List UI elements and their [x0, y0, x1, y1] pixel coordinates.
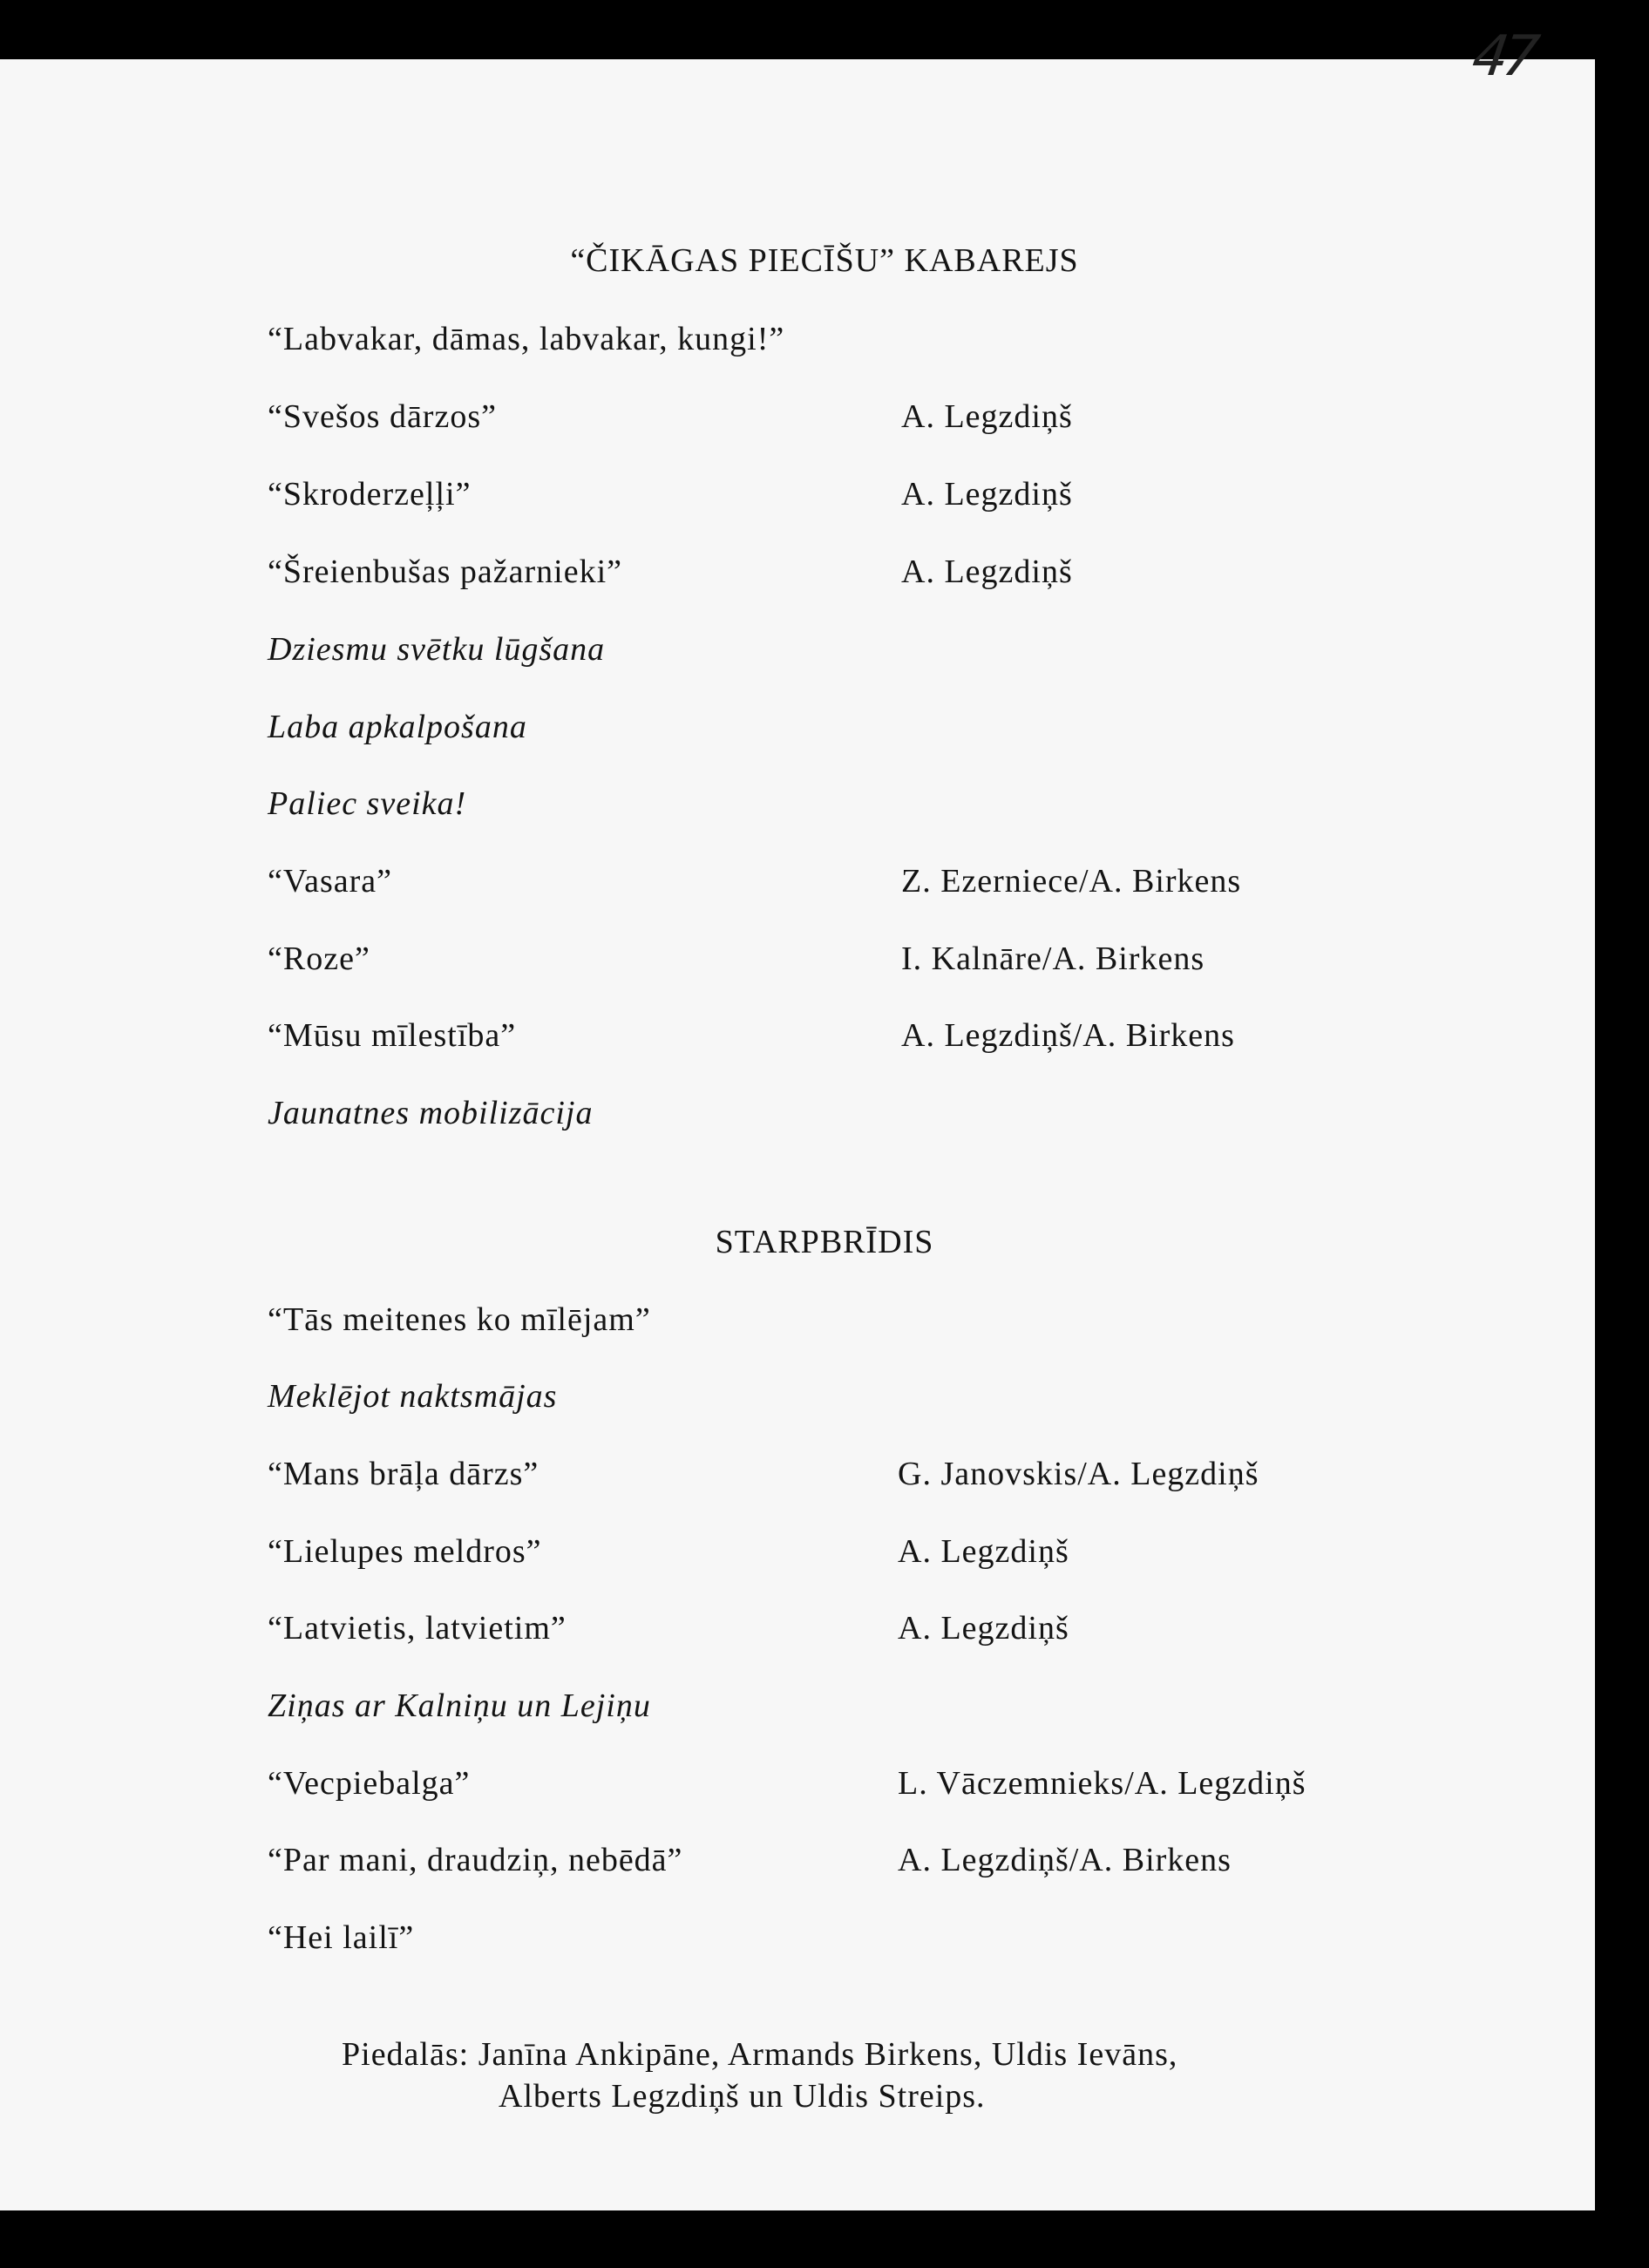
program-sketch [268, 784, 1401, 837]
program-sketch [268, 1377, 1401, 1429]
handwritten-page-number: 47 [1468, 24, 1538, 89]
program-item [268, 1609, 1401, 1661]
program-item [268, 1841, 1401, 1893]
participants-names-2: Alberts Legzdiņš un Uldis Streips. [499, 2078, 986, 2115]
song-credit: A. Legzdiņš/A. Birkens [901, 1017, 1235, 1054]
participants-label: Piedalās: [342, 2036, 470, 2073]
song-title: “Hei lailī” [268, 1919, 415, 1956]
sketch-title: Jaunatnes mobilizācija [268, 1095, 594, 1131]
song-title: “Skroderzeļļi” [268, 476, 472, 513]
participants-line-1 [342, 2034, 1177, 2075]
program-item [268, 940, 1401, 992]
sketch-title: Ziņas ar Kalniņu un Lejiņu [268, 1687, 651, 1724]
song-credit: A. Legzdiņš/A. Birkens [898, 1842, 1232, 1878]
song-credit: I. Kalnāre/A. Birkens [901, 940, 1205, 977]
song-title: “Par mani, draudziņ, nebēdā” [268, 1842, 683, 1878]
song-credit: A. Legzdiņš [898, 1610, 1069, 1647]
song-credit: A. Legzdiņš [901, 476, 1073, 513]
song-title: “Vasara” [268, 863, 393, 900]
song-title: “Šreienbušas pažarnieki” [268, 553, 622, 590]
program-item [268, 397, 1401, 450]
program-title: “ČIKĀGAS PIECĪŠU” KABAREJS [570, 242, 1079, 279]
song-credit: A. Legzdiņš [901, 398, 1073, 435]
participants-names-1: Janīna Ankipāne, Armands Birkens, Uldis Ievāns, [478, 2036, 1178, 2073]
program-item [268, 1532, 1401, 1585]
program-sketch [268, 708, 1401, 760]
program-item [268, 1455, 1401, 1507]
sketch-title: Paliec sveika! [268, 785, 467, 822]
program-item [268, 1764, 1401, 1816]
song-credit: Z. Ezerniece/A. Birkens [901, 863, 1242, 900]
song-title: “Lielupes meldros” [268, 1533, 542, 1570]
song-title: “Tās meitenes ko mīlējam” [268, 1301, 651, 1338]
song-credit: A. Legzdiņš [901, 553, 1073, 590]
song-credit: L. Vāczemnieks/A. Legzdiņš [898, 1765, 1306, 1802]
song-credit: G. Janovskis/A. Legzdiņš [898, 1456, 1259, 1492]
program-item [268, 475, 1401, 527]
song-title: “Mūsu mīlestība” [268, 1017, 517, 1054]
program-sketch [268, 630, 1401, 682]
song-title: “Roze” [268, 940, 370, 977]
program-sketch [268, 1687, 1401, 1739]
song-title: “Mans brāļa dārzs” [268, 1456, 539, 1492]
sketch-title: Dziesmu svētku lūgšana [268, 631, 606, 668]
program-sketch [268, 1094, 1401, 1146]
program-item [268, 1300, 1401, 1353]
program-item [268, 553, 1401, 605]
intermission-heading: STARPBRĪDIS [715, 1224, 934, 1260]
participants-credits [342, 2034, 1177, 2117]
song-credit: A. Legzdiņš [898, 1533, 1069, 1570]
program-item [268, 1918, 1401, 1971]
sketch-title: Laba apkalpošana [268, 709, 527, 745]
song-title: “Latvietis, latvietim” [268, 1610, 567, 1647]
program-item [268, 862, 1401, 914]
sketch-title: Meklējot naktsmājas [268, 1378, 558, 1415]
program-item [268, 1016, 1401, 1069]
song-title: “Vecpiebalga” [268, 1765, 471, 1802]
opening-greeting: “Labvakar, dāmas, labvakar, kungi!” [268, 321, 785, 357]
song-title: “Svešos dārzos” [268, 398, 497, 435]
